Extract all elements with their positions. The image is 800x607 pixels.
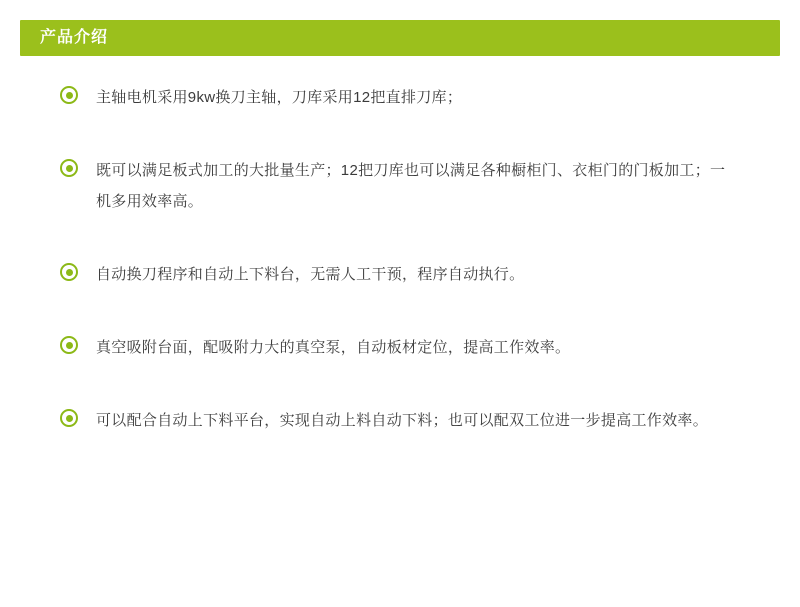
circle-dot-icon [60,409,78,427]
page-title: 产品介绍 [40,29,109,46]
section-header [20,20,780,56]
feature-text: 真空吸附台面，配吸附力大的真空泵，自动板材定位，提高工作效率。 [96,339,571,356]
circle-dot-icon [60,263,78,281]
feature-list [0,56,800,436]
list-item [0,155,800,217]
list-item [0,405,800,436]
feature-text: 可以配合自动上下料平台，实现自动上料自动下料；也可以配双工位进一步提高工作效率。 [96,412,709,429]
feature-text: 既可以满足板式加工的大批量生产；12把刀库也可以满足各种橱柜门、衣柜门的门板加工；一机多用效率高。 [96,162,726,210]
circle-dot-icon [60,336,78,354]
list-item [0,332,800,363]
list-item [0,259,800,290]
feature-text: 自动换刀程序和自动上下料台，无需人工干预，程序自动执行。 [96,266,525,283]
list-item [0,82,800,113]
circle-dot-icon [60,159,78,177]
product-introduction-page [0,20,800,607]
circle-dot-icon [60,86,78,104]
feature-text: 主轴电机采用9kw换刀主轴，刀库采用12把直排刀库； [96,89,463,106]
